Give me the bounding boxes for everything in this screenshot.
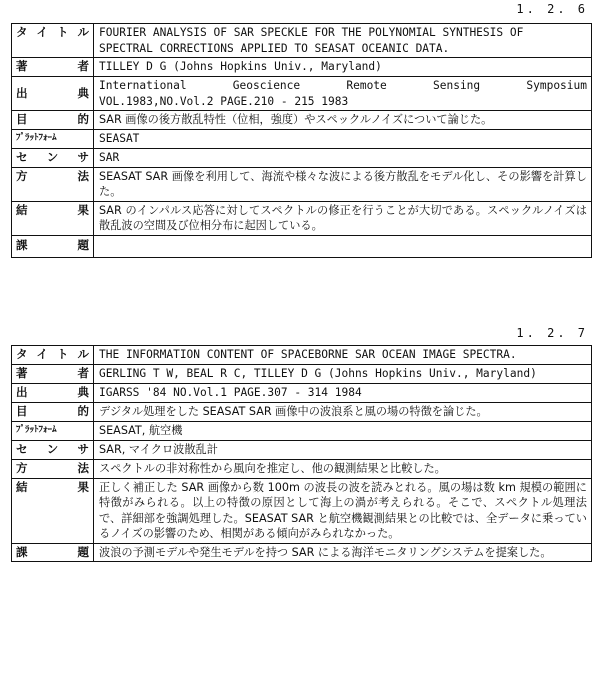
title-cell xyxy=(94,24,592,58)
platform-cell: SEASAT, 航空機 xyxy=(94,421,592,440)
label-source: 出 典 xyxy=(12,77,94,111)
sensor-cell: SAR xyxy=(94,148,592,167)
title-line: SPECTRAL CORRECTIONS APPLIED TO SEASAT OCEANIC DATA. xyxy=(99,41,450,55)
label-platform: ﾌﾟﾗｯﾄﾌｫｰﾑ xyxy=(12,129,94,148)
source-line: VOL.1983,NO.Vol.2 PAGE.210 - 215 1983 xyxy=(99,94,349,108)
label-sensor: セ ン サ xyxy=(12,440,94,459)
purpose-cell: SAR 画像の後方散乱特性（位相，強度）やスペックルノイズについて論じた。 xyxy=(94,111,592,130)
label-issues: 課 題 xyxy=(12,543,94,562)
label-method: 方 法 xyxy=(12,167,94,201)
label-source: 出 典 xyxy=(12,384,94,403)
source-cell: IGARSS '84 NO.Vol.1 PAGE.307 - 314 1984 xyxy=(94,384,592,403)
label-platform: ﾌﾟﾗｯﾄﾌｫｰﾑ xyxy=(12,421,94,440)
abstract-card xyxy=(11,23,592,258)
label-title: タイトル xyxy=(12,346,94,365)
label-author: 著 者 xyxy=(12,365,94,384)
platform-cell: SEASAT xyxy=(94,129,592,148)
abstract-card xyxy=(11,345,592,562)
label-method: 方 法 xyxy=(12,459,94,478)
label-purpose: 目 的 xyxy=(12,111,94,130)
label-title: タイトル xyxy=(12,24,94,58)
label-author: 著 者 xyxy=(12,58,94,77)
entry-number: 1. 2. 7 xyxy=(516,326,588,340)
purpose-cell: デジタル処理をした SEASAT SAR 画像中の波浪系と風の場の特徴を論じた。 xyxy=(94,403,592,422)
title-cell: THE INFORMATION CONTENT OF SPACEBORNE SAR OCEAN IMAGE SPECTRA. xyxy=(94,346,592,365)
method-cell: SEASAT SAR 画像を利用して、海流や様々な波による後方散乱をモデル化し、その影響を計算した。 xyxy=(94,167,592,201)
issues-cell xyxy=(94,235,592,257)
source-line: International Geoscience Remote Sensing Symposium xyxy=(99,79,587,92)
label-results: 結 果 xyxy=(12,201,94,235)
title-line: FOURIER ANALYSIS OF SAR SPECKLE FOR THE POLYNOMIAL SYNTHESIS OF xyxy=(99,26,524,39)
entry-number: 1. 2. 6 xyxy=(516,2,588,16)
results-cell: SAR のインパルス応答に対してスペクトルの修正を行うことが大切である。スペックルノイズは散乱波の空間及び位相分布に起因している。 xyxy=(94,201,592,235)
source-cell xyxy=(94,77,592,111)
sensor-cell: SAR, マイクロ波散乱計 xyxy=(94,440,592,459)
label-sensor: セ ン サ xyxy=(12,148,94,167)
label-results: 結 果 xyxy=(12,478,94,543)
label-purpose: 目 的 xyxy=(12,403,94,422)
results-cell: 正しく補正した SAR 画像から数 100m の波長の波を読みとれる。風の場は数 km 規模の範囲に特徴がみられる。以上の特徴の原因として海上の渦が考えられる。そこで、スペクトル処理法で、詳細部を強調処理した。SEASAT SAR と航空機観測結果との比較では、全データに乗っているノイズの影響のため、相関がある傾向がみられなかった。 xyxy=(94,478,592,543)
author-cell: TILLEY D G (Johns Hopkins Univ., Maryland) xyxy=(94,58,592,77)
label-issues: 課 題 xyxy=(12,235,94,257)
method-cell: スペクトルの非対称性から風向を推定し、他の観測結果と比較した。 xyxy=(94,459,592,478)
author-cell: GERLING T W, BEAL R C, TILLEY D G (Johns Hopkins Univ., Maryland) xyxy=(94,365,592,384)
issues-cell: 波浪の予測モデルや発生モデルを持つ SAR による海洋モニタリングシステムを提案した。 xyxy=(94,543,592,562)
